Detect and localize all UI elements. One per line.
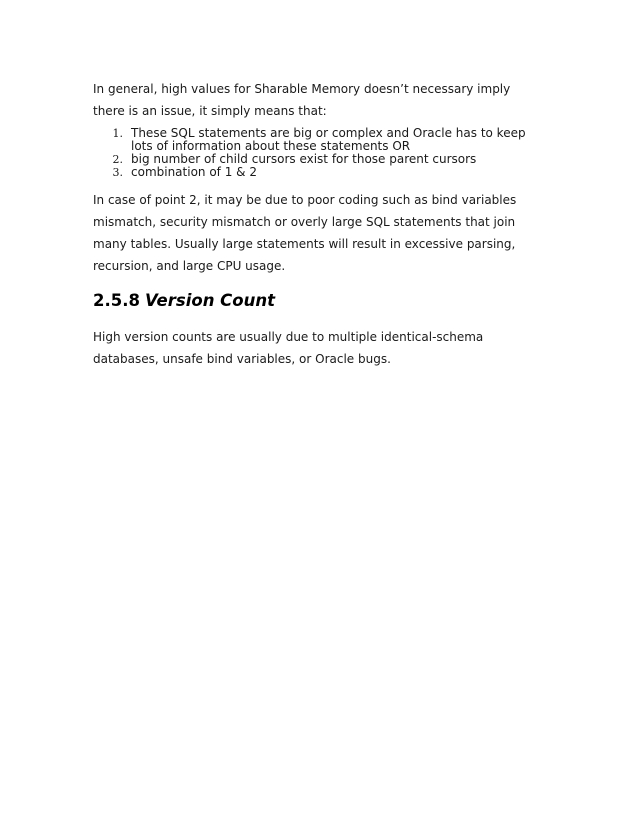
version-count-paragraph: High version counts are usually due to multiple identical-schema databases, unsafe bind variables, or Oracle bugs. (93, 330, 484, 366)
list-item-number: 2. (112, 153, 123, 166)
list-item-text: big number of child cursors exist for those parent cursors (131, 152, 477, 166)
intro-paragraph: In general, high values for Sharable Memory doesn’t necessary imply there is an issue, it simply means that: (93, 82, 511, 118)
document-page (93, 78, 543, 370)
list-item-number: 3. (112, 166, 123, 179)
list-item (93, 127, 543, 153)
reasons-list (93, 127, 543, 179)
list-item-text: combination of 1 & 2 (131, 165, 257, 179)
list-item-number: 1. (112, 127, 123, 140)
section-heading (93, 290, 543, 312)
list-item (93, 166, 543, 179)
list-item-text: These SQL statements are big or complex and Oracle has to keep lots of information about these statements OR (131, 126, 526, 153)
explanation-paragraph: In case of point 2, it may be due to poor coding such as bind variables mismatch, security mismatch or overly large SQL statements that join many tables. Usually large statements will result in excessive parsing, recursion, and large CPU usage. (93, 193, 517, 273)
section-title: Version Count (144, 291, 276, 310)
section-number: 2.5.8 (93, 291, 140, 310)
